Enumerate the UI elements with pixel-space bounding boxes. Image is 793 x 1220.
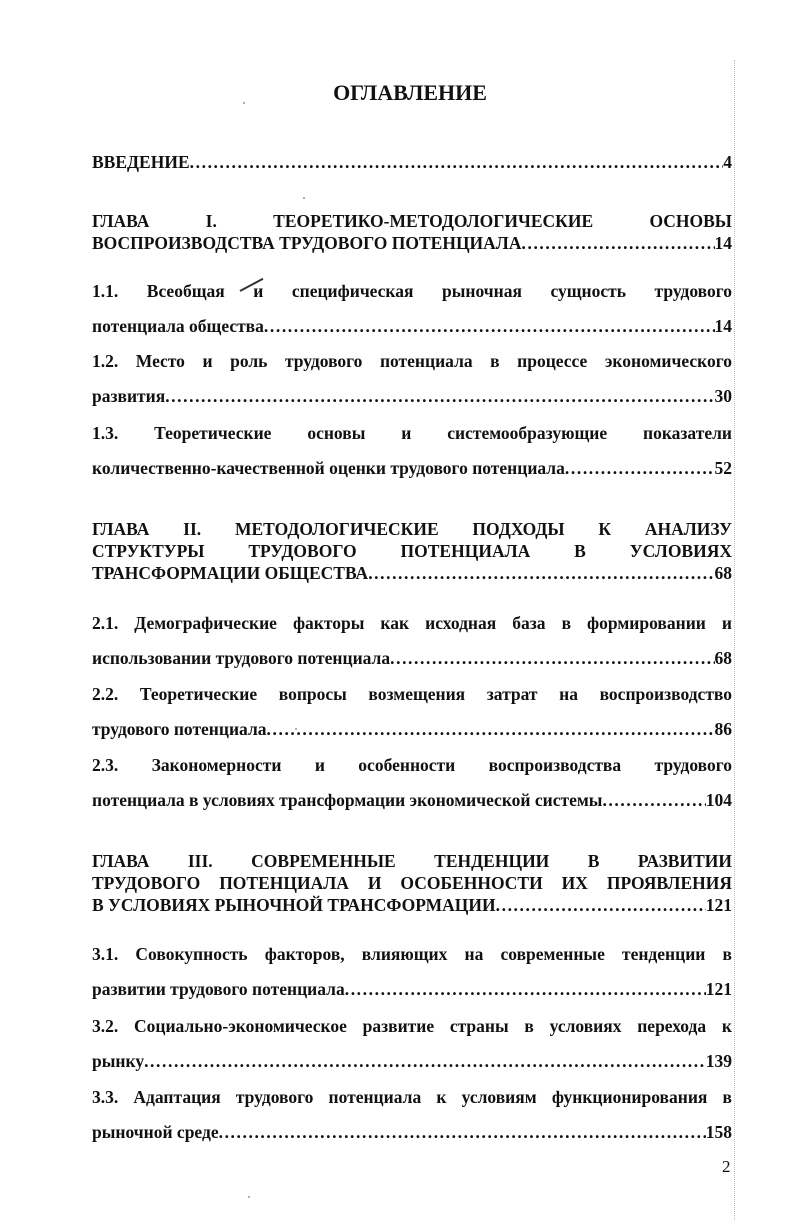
section-text: развития [92, 386, 166, 406]
toc-section-3-2[interactable] [92, 1009, 732, 1079]
toc-page-number: 52 [714, 458, 732, 478]
toc-page-number: 104 [705, 790, 732, 810]
toc-page-number: 86 [714, 719, 732, 739]
leader-dots [565, 451, 715, 486]
toc-entry-text: ВВЕДЕНИЕ [92, 152, 190, 172]
toc-section-3-1[interactable] [92, 937, 732, 1007]
toc-section-1-2[interactable] [92, 344, 732, 414]
speck-artifact [303, 197, 305, 199]
leader-dots [144, 1044, 706, 1079]
section-text: потенциала общества [92, 316, 264, 336]
toc-page-number: 158 [705, 1122, 732, 1142]
toc-section-2-1[interactable] [92, 606, 732, 676]
toc-page-number: 139 [705, 1051, 732, 1071]
section-last-line [92, 451, 732, 486]
section-last-line [92, 641, 732, 676]
toc-page-number: 121 [705, 895, 732, 915]
toc-page-number: 4 [723, 152, 732, 172]
scan-edge-artifact [734, 60, 735, 1220]
leader-dots [165, 379, 714, 414]
section-last-line [92, 309, 732, 344]
section-line: 3.2. Социально-экономическое развитие страны в условиях перехода к [92, 1016, 732, 1036]
section-text: потенциала в условиях трансформации экономической системы [92, 790, 603, 810]
toc-chapter-3[interactable] [92, 850, 732, 916]
chapter-heading-last-line [92, 232, 732, 254]
section-last-line [92, 972, 732, 1007]
page-title: ОГЛАВЛЕНИЕ [333, 80, 487, 105]
section-last-line [92, 712, 732, 747]
section-last-line [92, 1115, 732, 1150]
section-line: 2.1. Демографические факторы как исходная база в формировании и [92, 613, 732, 633]
section-last-line [92, 783, 732, 818]
toc-page-number: 14 [714, 233, 732, 253]
section-text: развитии трудового потенциала [92, 979, 345, 999]
toc-chapter-2[interactable] [92, 518, 732, 584]
section-line: 1.1. Всеобщая и специфическая рыночная сущность трудового [92, 281, 732, 301]
toc-page-number: 14 [714, 316, 732, 336]
section-line: 2.3. Закономерности и особенности воспроизводства трудового [92, 755, 732, 775]
leader-dots [190, 152, 724, 173]
section-last-line [92, 379, 732, 414]
section-line: 3.3. Адаптация трудового потенциала к условиям функционирования в [92, 1087, 732, 1107]
chapter-heading-text: ВОСПРОИЗВОДСТВА ТРУДОВОГО ПОТЕНЦИАЛА [92, 233, 522, 253]
toc-chapter-1[interactable] [92, 210, 732, 254]
toc-page-number: 68 [714, 648, 732, 668]
toc-page-number: 30 [714, 386, 732, 406]
leader-dots [264, 309, 715, 344]
toc-page-number: 68 [714, 563, 732, 583]
leader-dots [219, 1115, 706, 1150]
toc-section-1-3[interactable] [92, 416, 732, 486]
chapter-heading-line: ГЛАВА I. ТЕОРЕТИКО-МЕТОДОЛОГИЧЕСКИЕ ОСНОВЫ [92, 211, 732, 231]
chapter-heading-last-line [92, 894, 732, 916]
section-line: 2.2. Теоретические вопросы возмещения затрат на воспроизводство [92, 684, 732, 704]
chapter-heading-line: СТРУКТУРЫ ТРУДОВОГО ПОТЕНЦИАЛА В УСЛОВИЯХ [92, 541, 732, 561]
leader-dots [390, 641, 714, 676]
speck-artifact [248, 1196, 250, 1198]
section-text: трудового потенциала [92, 719, 267, 739]
section-text: рыночной среде [92, 1122, 219, 1142]
chapter-heading-line: ТРУДОВОГО ПОТЕНЦИАЛА И ОСОБЕННОСТИ ИХ ПРОЯВЛЕНИЯ [92, 873, 732, 893]
section-last-line [92, 1044, 732, 1079]
chapter-heading-line: ГЛАВА II. МЕТОДОЛОГИЧЕСКИЕ ПОДХОДЫ К АНАЛИЗУ [92, 519, 732, 539]
leader-dots [496, 894, 706, 916]
section-text: рынку [92, 1051, 145, 1071]
toc-page-number: 121 [705, 979, 732, 999]
chapter-heading-text: ТРАНСФОРМАЦИИ ОБЩЕСТВА [92, 563, 369, 583]
leader-dots [267, 712, 715, 747]
section-line: 1.3. Теоретические основы и системообразующие показатели [92, 423, 732, 443]
toc-section-3-3[interactable] [92, 1080, 732, 1150]
section-line: 3.1. Совокупность факторов, влияющих на современные тенденции в [92, 944, 732, 964]
chapter-heading-line: ГЛАВА III. СОВРЕМЕННЫЕ ТЕНДЕНЦИИ В РАЗВИТИИ [92, 851, 732, 871]
section-text: использовании трудового потенциала [92, 648, 391, 668]
chapter-heading-text: В УСЛОВИЯХ РЫНОЧНОЙ ТРАНСФОРМАЦИИ [92, 895, 496, 915]
leader-dots [345, 972, 706, 1007]
toc-section-2-3[interactable] [92, 748, 732, 818]
page-number: 2 [722, 1157, 731, 1176]
toc-entry-introduction[interactable] [92, 152, 732, 173]
chapter-heading-last-line [92, 562, 732, 584]
toc-section-2-2[interactable] [92, 677, 732, 747]
section-line: 1.2. Место и роль трудового потенциала в процессе экономического [92, 351, 732, 371]
leader-dots [522, 232, 715, 254]
section-text: количественно-качественной оценки трудового потенциала [92, 458, 565, 478]
leader-dots [368, 562, 714, 584]
toc-section-1-1[interactable] [92, 274, 732, 344]
leader-dots [602, 783, 705, 818]
